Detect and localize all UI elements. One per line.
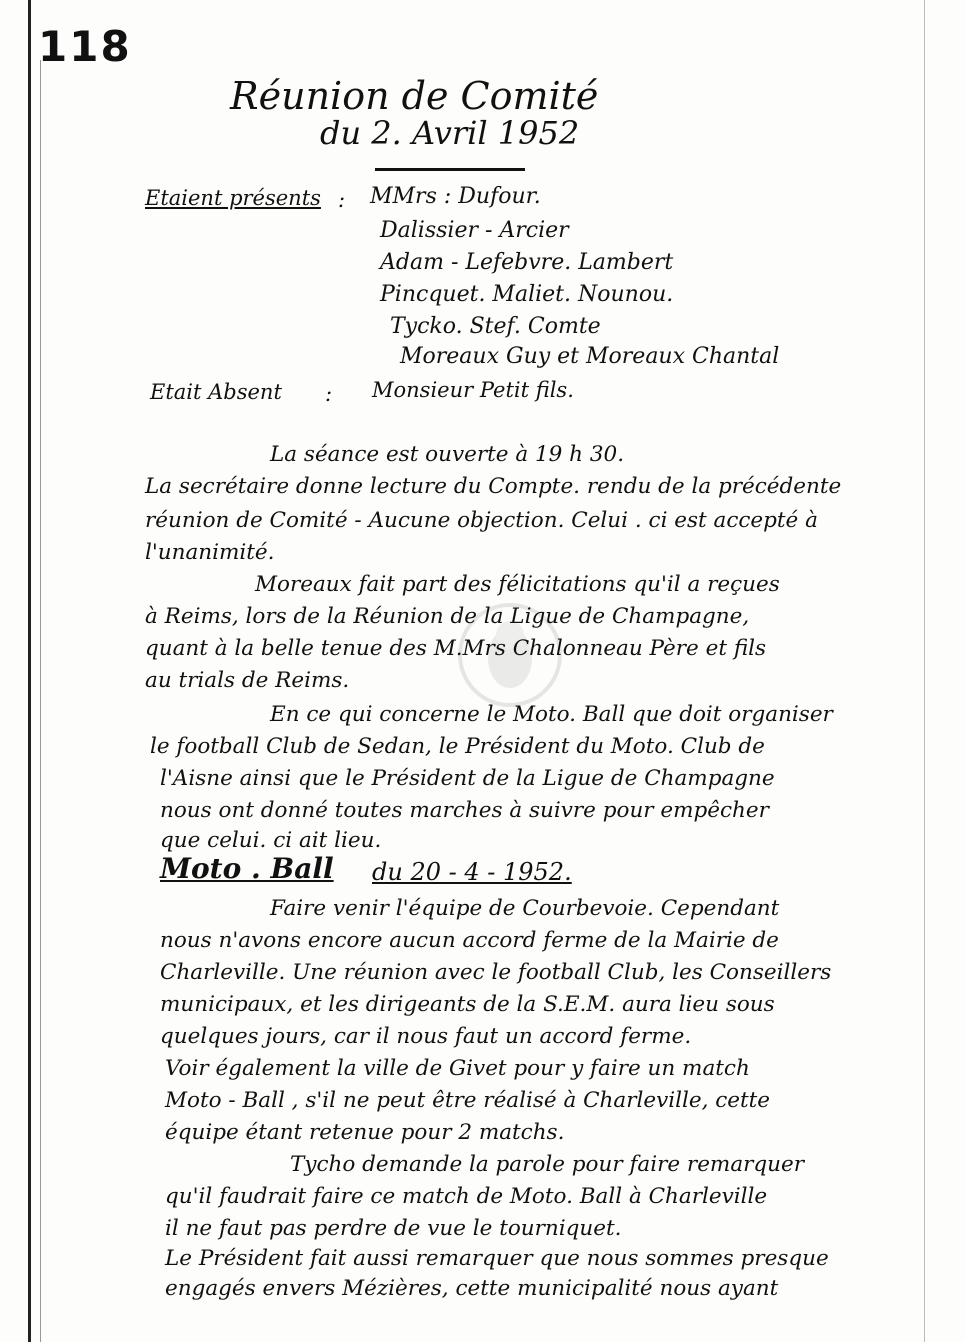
- body-line: à Reims, lors de la Réunion de la Ligue de Champagne,: [145, 604, 750, 629]
- body-line: nous n'avons encore aucun accord ferme de la Mairie de: [160, 928, 779, 953]
- present-separator: :: [338, 188, 346, 212]
- body-line: l'Aisne ainsi que le Président de la Ligue de Champagne: [160, 766, 775, 791]
- body-line: que celui. ci ait lieu.: [160, 828, 382, 853]
- document-title: Réunion de Comité: [230, 74, 599, 118]
- margin-line: [28, 0, 31, 1342]
- body-line: nous ont donné toutes marches à suivre pour empêcher: [160, 798, 769, 823]
- body-line: quelques jours, car il nous faut un accord ferme.: [160, 1024, 692, 1049]
- body-line: au trials de Reims.: [145, 668, 350, 693]
- body-line: le football Club de Sedan, le Président du Moto. Club de: [150, 734, 765, 759]
- body-line: Charleville. Une réunion avec le football Club, les Conseillers: [160, 960, 832, 985]
- body-line: engagés envers Mézières, cette municipalité nous ayant: [165, 1276, 779, 1301]
- body-line: Moreaux fait part des félicitations qu'il a reçues: [255, 572, 780, 597]
- absent-separator: :: [325, 382, 333, 406]
- body-line: équipe étant retenue pour 2 matchs.: [165, 1120, 565, 1145]
- body-line: qu'il faudrait faire ce match de Moto. Ball à Charleville: [165, 1184, 768, 1209]
- body-line: Faire venir l'équipe de Courbevoie. Cependant: [270, 896, 780, 921]
- present-line: Pincquet. Maliet. Nounou.: [380, 282, 674, 307]
- margin-line-inner: [40, 60, 41, 1342]
- title-underline: [375, 168, 525, 171]
- body-line: Tycho demande la parole pour faire remarquer: [290, 1152, 805, 1177]
- body-line: Le Président fait aussi remarquer que nous sommes presque: [165, 1246, 829, 1271]
- present-line: MMrs : Dufour.: [370, 184, 541, 209]
- body-line: réunion de Comité - Aucune objection. Celui . ci est accepté à: [145, 508, 818, 533]
- body-line: En ce qui concerne le Moto. Ball que doit organiser: [270, 702, 833, 727]
- present-line: Adam - Lefebvre. Lambert: [380, 250, 674, 275]
- body-line: La séance est ouverte à 19 h 30.: [270, 442, 625, 467]
- body-line: il ne faut pas perdre de vue le tourniquet.: [165, 1216, 622, 1241]
- present-line: Tycko. Stef. Comte: [390, 314, 601, 339]
- section-heading: Moto . Ball: [160, 852, 334, 885]
- section-heading-date: du 20 - 4 - 1952.: [372, 858, 572, 886]
- body-line: Moto - Ball , s'il ne peut être réalisé à Charleville, cette: [165, 1088, 771, 1113]
- present-label: Etaient présents: [145, 186, 321, 210]
- page-edge: [924, 0, 925, 1342]
- present-line: Moreaux Guy et Moreaux Chantal: [400, 344, 780, 369]
- document-date: du 2. Avril 1952: [320, 114, 580, 152]
- absent-label: Etait Absent: [150, 380, 282, 404]
- body-line: municipaux, et les dirigeants de la S.E.M. aura lieu sous: [160, 992, 775, 1017]
- page-number: 118: [38, 22, 132, 71]
- present-line: Dalissier - Arcier: [380, 218, 569, 243]
- absent-name: Monsieur Petit fils.: [372, 378, 574, 402]
- body-line: La secrétaire donne lecture du Compte. rendu de la précédente: [145, 474, 842, 499]
- body-line: Voir également la ville de Givet pour y faire un match: [165, 1056, 750, 1081]
- body-line: quant à la belle tenue des M.Mrs Chalonneau Père et fils: [145, 636, 767, 661]
- body-line: l'unanimité.: [145, 540, 275, 565]
